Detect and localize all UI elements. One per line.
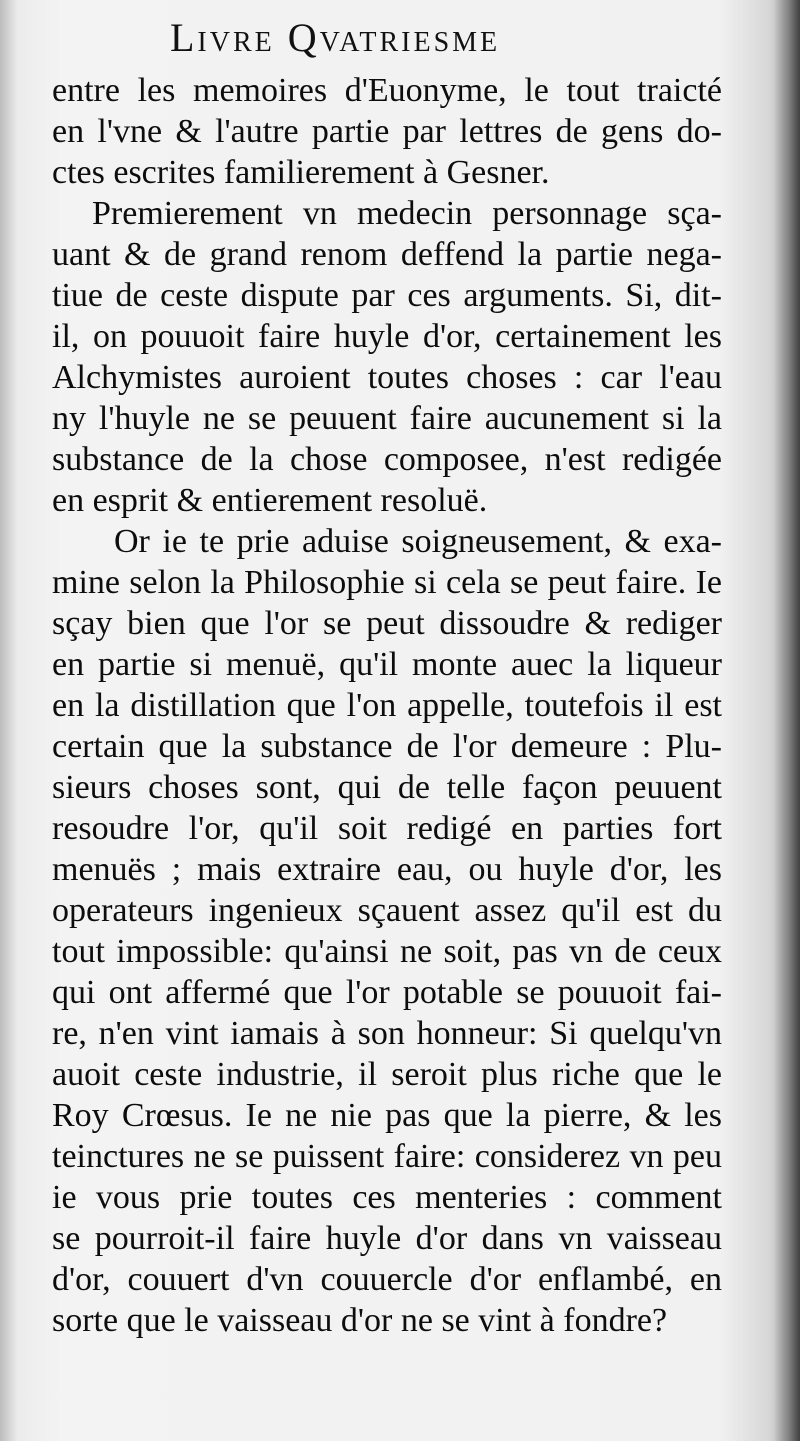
page-edge-shadow: [774, 0, 800, 1441]
text-line: en partie si menuë, qu'il monte auec la liqueur: [52, 646, 722, 683]
text-line: ie vous prie toutes ces menteries : comment: [52, 1179, 722, 1216]
text-line: teinctures ne se puissent faire: considerez vn peu: [52, 1138, 722, 1175]
text-line: en la distillation que l'on appelle, toutefois il est: [52, 687, 722, 724]
text-line: sieurs choses sont, qui de telle façon peuuent: [52, 769, 722, 806]
text-line: resoudre l'or, qu'il soit redigé en parties fort: [52, 810, 722, 847]
text-line: tiue de ceste dispute par ces arguments. Si, dit-: [52, 277, 722, 314]
text-line: il, on pouuoit faire huyle d'or, certainement les: [52, 318, 722, 355]
text-line: d'or, couuert d'vn couuercle d'or enflambé, en: [52, 1261, 722, 1298]
text-line: sçay bien que l'or se peut dissoudre & rediger: [52, 605, 722, 642]
text-line: entre les memoires d'Euonyme, le tout traicté: [52, 72, 722, 109]
text-line: certain que la substance de l'or demeure : Plu-: [52, 728, 722, 765]
paragraph-first-line: Premierement vn medecin personnage sça-: [92, 195, 722, 232]
text-line: en l'vne & l'autre partie par lettres de gens do-: [52, 113, 722, 150]
running-head: Livre Qvatriesme: [170, 15, 501, 60]
paragraph-first-line: Or ie te prie aduise soigneusement, & exa-: [114, 523, 722, 560]
text-line: en esprit & entierement resoluë.: [52, 482, 488, 519]
text-line: substance de la chose composee, n'est redigée: [52, 441, 722, 478]
text-line: ny l'huyle ne se peuuent faire aucunement si la: [52, 400, 722, 437]
text-line: Roy Crœsus. Ie ne nie pas que la pierre, & les: [52, 1097, 722, 1134]
text-line: re, n'en vint iamais à son honneur: Si quelqu'vn: [52, 1015, 722, 1052]
text-block: [52, 70, 722, 1341]
text-line: operateurs ingenieux sçauent assez qu'il est du: [52, 892, 722, 929]
text-line: Alchymistes auroient toutes choses : car l'eau: [52, 359, 722, 396]
text-line: auoit ceste industrie, il seroit plus riche que le: [52, 1056, 722, 1093]
text-line: mine selon la Philosophie si cela se peut faire. Ie: [52, 564, 722, 601]
text-line: se pourroit-il faire huyle d'or dans vn vaisseau: [52, 1220, 722, 1257]
text-line: tout impossible: qu'ainsi ne soit, pas vn de ceux: [52, 933, 722, 970]
text-line: menuës ; mais extraire eau, ou huyle d'or, les: [52, 851, 722, 888]
text-line: sorte que le vaisseau d'or ne se vint à fondre?: [52, 1302, 668, 1339]
text-line: ctes escrites familierement à Gesner.: [52, 154, 550, 191]
text-line: uant & de grand renom deffend la partie nega-: [52, 236, 722, 273]
text-line: qui ont affermé que l'or potable se pouuoit fai-: [52, 974, 722, 1011]
